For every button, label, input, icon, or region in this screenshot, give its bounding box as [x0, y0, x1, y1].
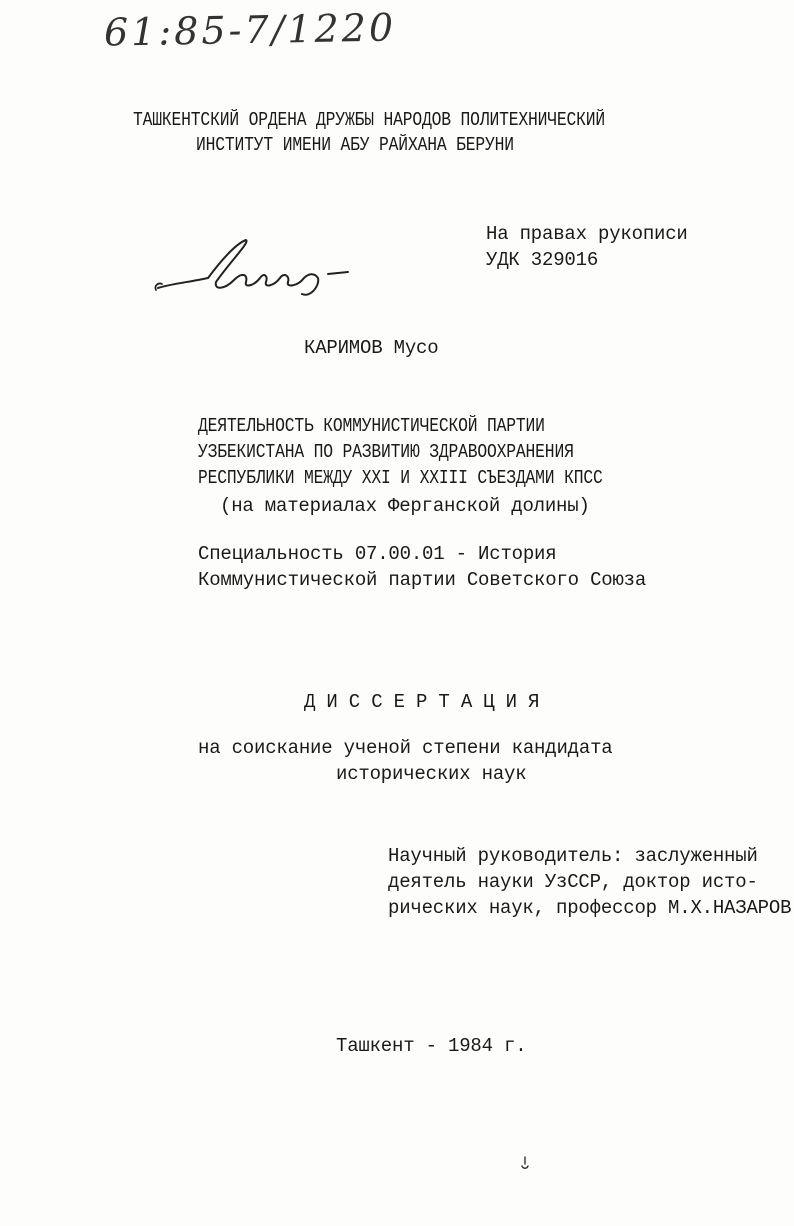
author-signature: [150, 232, 380, 302]
document-type: Д И С С Е Р Т А Ц И Я: [304, 691, 540, 713]
udc-number: УДК 329016: [486, 249, 599, 271]
stray-mark: [519, 1156, 531, 1170]
institute-line-1: ТАШКЕНТСКИЙ ОРДЕНА ДРУЖБЫ НАРОДОВ ПОЛИТЕХНИЧЕСКИЙ: [133, 109, 606, 131]
archive-code: 61:85-7/1220: [103, 5, 397, 55]
specialty-line-2: Коммунистической партии Советского Союза: [198, 569, 647, 591]
degree-line-1: на соискание ученой степени кандидата: [198, 737, 613, 759]
title-line-2: УЗБЕКИСТАНА ПО РАЗВИТИЮ ЗДРАВООХРАНЕНИЯ: [198, 441, 574, 463]
author-name: КАРИМОВ Мусо: [304, 337, 439, 359]
manuscript-rights: На правах рукописи: [486, 223, 688, 245]
degree-line-2: исторических наук: [336, 763, 527, 785]
supervisor-line-2: деятель науки УзССР, доктор исто-: [388, 871, 758, 893]
title-line-1: ДЕЯТЕЛЬНОСТЬ КОММУНИСТИЧЕСКОЙ ПАРТИИ: [198, 415, 545, 437]
specialty-line-1: Специальность 07.00.01 - История: [198, 543, 557, 565]
supervisor-line-3: рических наук, профессор М.Х.НАЗАРОВ: [388, 897, 792, 919]
title-subtitle: (на материалах Ферганской долины): [220, 495, 590, 517]
title-line-3: РЕСПУБЛИКИ МЕЖДУ XXI И XXIII СЪЕЗДАМИ КПСС: [198, 467, 603, 489]
institute-line-2: ИНСТИТУТ ИМЕНИ АБУ РАЙХАНА БЕРУНИ: [196, 134, 514, 156]
place-and-year: Ташкент - 1984 г.: [336, 1035, 527, 1057]
supervisor-line-1: Научный руководитель: заслуженный: [388, 845, 758, 867]
